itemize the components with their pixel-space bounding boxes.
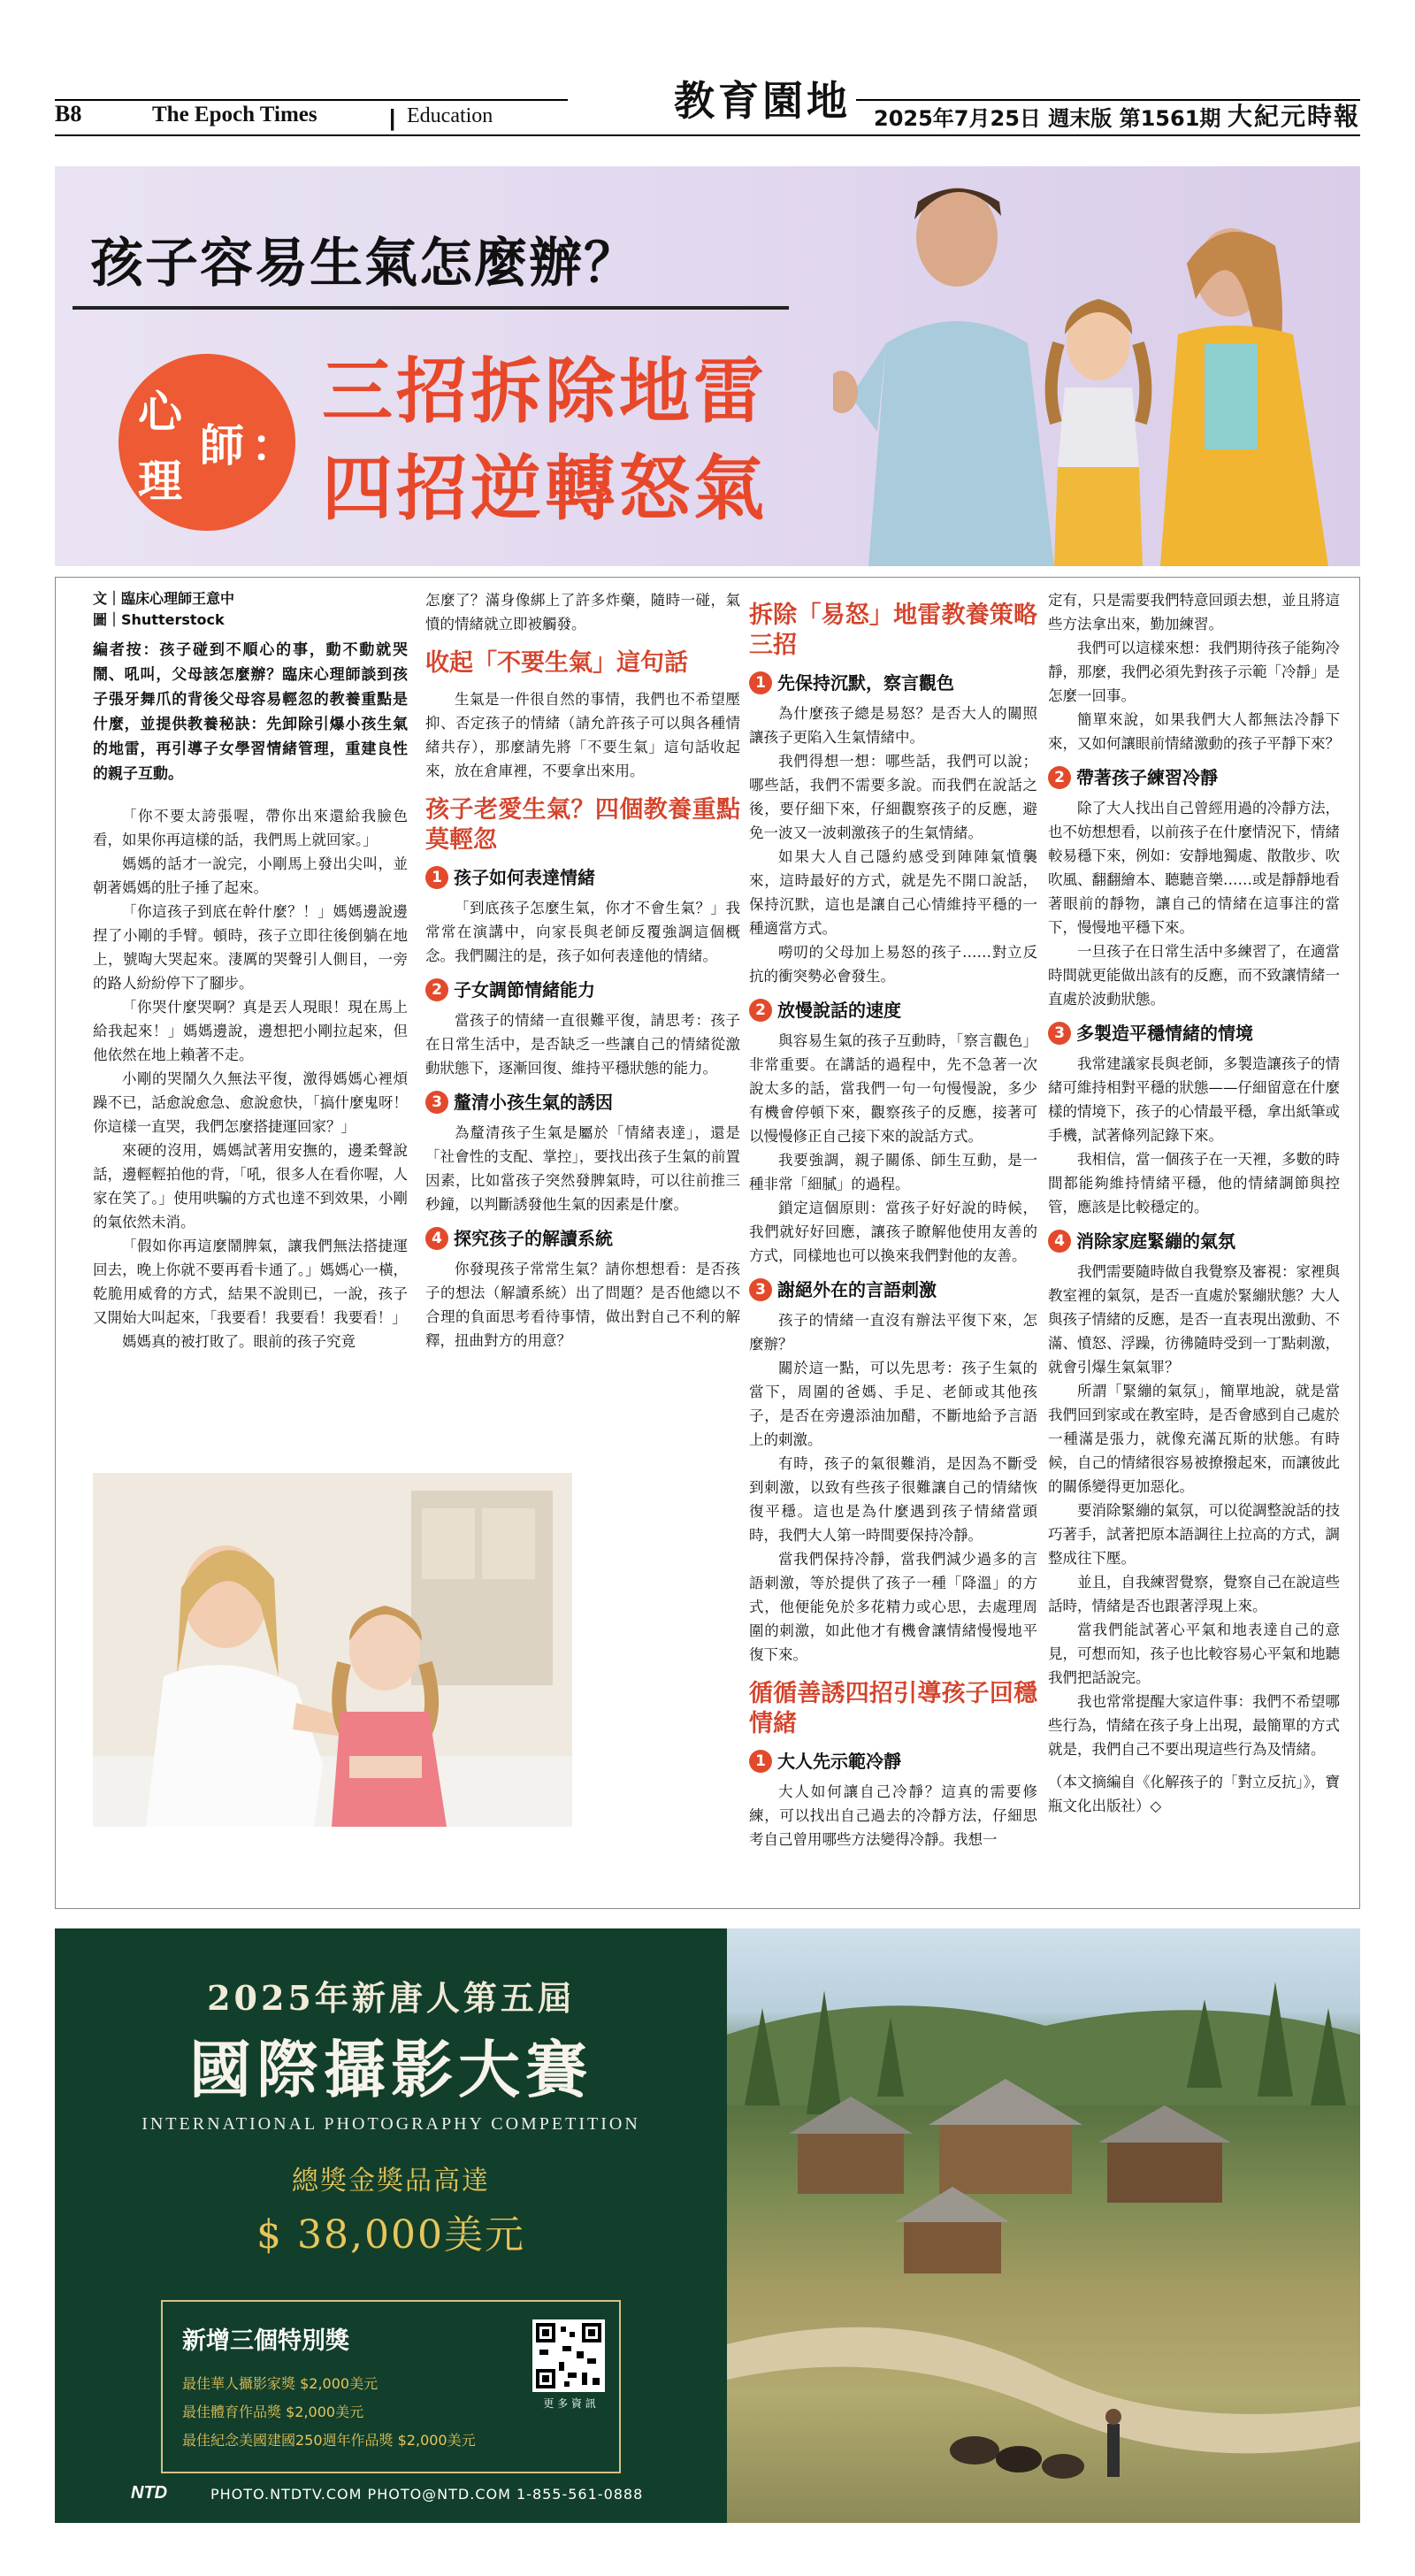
paragraph: 一旦孩子在日常生活中多練習了，在適當時間就更能做出該有的反應，而不致讓情緒一直處於波動狀態。 bbox=[1048, 943, 1340, 1008]
therapist-photo bbox=[93, 1473, 572, 1827]
subheading: 拆除「易怒」地雷教養策略三招 bbox=[749, 602, 1037, 659]
paragraph: 來硬的沒用，媽媽試著用安撫的，邊柔聲說話，邊輕輕拍他的背，「吼，很多人在看你喔，人家在笑了。」使用哄騙的方式也達不到效果，小剛的氣依然未消。 bbox=[93, 1142, 408, 1230]
article-column-1 bbox=[93, 588, 408, 1353]
number-badge: 3 bbox=[1048, 1022, 1071, 1045]
numbered-heading bbox=[749, 1748, 1037, 1775]
badge-char: 心 bbox=[138, 387, 182, 438]
badge-char: 師 bbox=[200, 420, 244, 472]
number-badge: 2 bbox=[1048, 766, 1071, 789]
number-badge: 3 bbox=[425, 1091, 448, 1114]
numbered-heading-text: 探究孩子的解讀系統 bbox=[454, 1228, 613, 1249]
article-column-2 bbox=[425, 588, 740, 1353]
number-badge: 1 bbox=[425, 866, 448, 889]
number-badge: 1 bbox=[749, 671, 772, 694]
paragraph: 要消除緊繃的氣氛，可以從調整說話的技巧著手，試著把原本語調往上拉高的方式，調整成往下壓。 bbox=[1048, 1502, 1340, 1567]
numbered-heading bbox=[425, 1089, 740, 1116]
paragraph: 怎麼了？滿身像綁上了許多炸藥，隨時一碰，氣憤的情緒就立即被觸發。 bbox=[425, 592, 740, 632]
numbered-heading-text: 謝絕外在的言語刺激 bbox=[777, 1279, 937, 1300]
page-number: B8 bbox=[55, 101, 82, 126]
paragraph: 當孩子的情緒一直很難平復，請思考：孩子在日常生活中，是否缺乏一些讓自己的情緒從激動狀態下，逐漸回復、維持平穩狀態的能力。 bbox=[425, 1012, 740, 1077]
paragraph: 媽媽真的被打敗了。眼前的孩子究竟 bbox=[122, 1333, 356, 1350]
paragraph: 所謂「緊繃的氣氛」，簡單地說，就是當我們回到家或在教室時，是否會感到自己處於一種滿是張力，就像充滿瓦斯的狀態。有時候，自己的情緒很容易被撩撥起來，而讓彼此的關係變得更加惡化。 bbox=[1048, 1383, 1340, 1495]
paragraph: 當我們保持冷靜，當我們減少過多的言語刺激，等於提供了孩子一種「降溫」的方式，他便能免於多花精力或心思，去處理周圍的刺激，如此他才有機會讓情緒慢慢地平復下來。 bbox=[749, 1551, 1037, 1663]
numbered-heading-text: 孩子如何表達情緒 bbox=[454, 867, 595, 888]
paragraph: 定有，只是需要我們特意回頭去想，並且將這些方法拿出來，勤加練習。 bbox=[1048, 592, 1340, 632]
qr-code-icon bbox=[532, 2319, 605, 2392]
numbered-heading bbox=[425, 1225, 740, 1252]
family-photo bbox=[833, 166, 1360, 566]
paragraph: 如果大人自己隱約感受到陣陣氣憤襲來，這時最好的方式，就是先不開口說話，保持沉默，這也是讓自己心情維持平穩的一種適當方式。 bbox=[749, 848, 1037, 937]
subheading: 孩子老愛生氣？四個教養重點莫輕忽 bbox=[425, 796, 740, 854]
ad-year: 2025年新唐人第五屆 bbox=[207, 1978, 575, 2018]
headline-line-1: 三招拆除地雷 bbox=[322, 350, 768, 433]
paragraph: 我們需要隨時做自我覺察及審視：家裡與教室裡的氣氛，是否一直處於緊繃狀態？大人與孩子情緒的反應，是否一直表現出激動、不滿、憤怒、浮躁，彷彿隨時受到一丁點刺激，就會引爆生氣氣罪？ bbox=[1048, 1263, 1340, 1376]
number-badge: 2 bbox=[749, 999, 772, 1022]
village-landscape-photo bbox=[727, 1928, 1360, 2523]
qr-code[interactable] bbox=[532, 2319, 605, 2392]
paragraph: 我相信，當一個孩子在一天裡，多數的時間都能夠維持情緒平穩，他的情緒調節與控管，應該是比較穩定的。 bbox=[1048, 1151, 1340, 1215]
paragraph: 「你這孩子到底在幹什麼？！」媽媽邊說邊捏了小剛的手臂。頓時，孩子立即往後倒躺在地上，號啕大哭起來。淒厲的哭聲引人側目，一旁的路人紛紛停下了腳步。 bbox=[93, 903, 408, 992]
paragraph: 有時，孩子的氣很難消，是因為不斷受到刺激，以致有些孩子很難讓自己的情緒恢復平穩。這也是為什麼遇到孩子情緒當頭時，我們大人第一時間要保持冷靜。 bbox=[749, 1455, 1037, 1544]
paragraph: 孩子的情緒一直沒有辦法平復下來，怎麼辦？ bbox=[749, 1312, 1037, 1353]
number-badge: 3 bbox=[749, 1278, 772, 1301]
photo-competition-ad[interactable] bbox=[55, 1928, 1360, 2523]
paragraph: 嘮叨的父母加上易怒的孩子……對立反抗的衝突勢必會發生。 bbox=[749, 944, 1037, 985]
paragraph: 媽媽的話才一說完，小剛馬上發出尖叫，並朝著媽媽的肚子捶了起來。 bbox=[93, 855, 408, 896]
psychologist-badge bbox=[119, 354, 295, 531]
ad-prize-amount: $ 38,000美元 bbox=[256, 2212, 525, 2258]
section-title: 教育園地 bbox=[674, 77, 851, 125]
paragraph: 為釐清孩子生氣是屬於「情緒表達」，還是「社會性的支配、掌控」，要找出孩子生氣的前置因素，比如當孩子突然發脾氣時，可以往前推三秒鐘，以判斷誘發他生氣的因素是什麼。 bbox=[425, 1124, 740, 1213]
paragraph: 我要強調，親子關係、師生互動，是一種非常「細膩」的過程。 bbox=[749, 1152, 1037, 1192]
paragraph: 鎖定這個原則：當孩子好好說的時候，我們就好好回應，讓孩子瞭解他使用友善的方式，同樣地也可以換來我們對他的友善。 bbox=[749, 1200, 1037, 1264]
headline-line-2: 四招逆轉怒氣 bbox=[322, 448, 768, 530]
paragraph: 小剛的哭鬧久久無法平復，激得媽媽心裡煩躁不已，話愈說愈急、愈說愈快，「搞什麼鬼呀！你這樣一直哭，我們怎麼搭捷運回家？」 bbox=[93, 1070, 408, 1135]
numbered-heading bbox=[1048, 1020, 1340, 1046]
numbered-heading-text: 消除家庭緊繃的氣氛 bbox=[1076, 1230, 1235, 1252]
award-item: 最佳華人攝影家獎 $2,000美元 bbox=[182, 2375, 379, 2392]
paragraph: 我們得想一想：哪些話，我們可以說；哪些話，我們不需要多說。而我們在說話之後，要仔細下來，仔細觀察孩子的反應，避免一波又一波刺激孩子的生氣情緒。 bbox=[749, 753, 1037, 841]
source-note: （本文摘編自《化解孩子的「對立反抗」》，寶瓶文化出版社）◇ bbox=[1048, 1774, 1340, 1814]
image-credit: 圖｜Shutterstock bbox=[93, 611, 225, 628]
special-awards-title: 新增三個特別獎 bbox=[182, 2327, 349, 2355]
paragraph: 我常建議家長與老師，多製造讓孩子的情緒可維持相對平穩的狀態——仔細留意在什麼樣的情境下，孩子的心情最平穩，拿出紙筆或手機，試著條列記錄下來。 bbox=[1048, 1055, 1340, 1144]
ad-title: 國際攝影大賽 bbox=[189, 2033, 593, 2106]
badge-char: 理 bbox=[138, 456, 182, 507]
numbered-heading bbox=[1048, 764, 1340, 791]
numbered-heading-text: 子女調節情緒能力 bbox=[454, 979, 595, 1000]
author-credit: 文｜臨床心理師王意中 bbox=[93, 590, 235, 607]
paragraph: 為什麼孩子總是易怒？是否大人的關照讓孩子更陷入生氣情緒中。 bbox=[749, 705, 1037, 746]
number-badge: 2 bbox=[425, 978, 448, 1001]
paragraph: 除了大人找出自己曾經用過的冷靜方法，也不妨想想看，以前孩子在什麼情況下，情緒較易穩下來，例如：安靜地獨處、散散步、吹吹風、翻翻繪本、聽聽音樂……或是靜靜地看著眼前的靜物，讓自己的情緒在這事注的當下，慢慢地平穩下來。 bbox=[1048, 800, 1340, 936]
article-column-3 bbox=[749, 588, 1037, 1852]
paragraph: 並且，自我練習覺察，覺察自己在說這些話時，情緒是否也跟著浮現上來。 bbox=[1048, 1574, 1340, 1614]
section-name: Education bbox=[407, 104, 493, 127]
award-item: 最佳紀念美國建國250週年作品獎 $2,000美元 bbox=[182, 2432, 476, 2449]
numbered-heading-text: 先保持沉默，察言觀色 bbox=[777, 672, 954, 694]
editor-note: 編者按：孩子碰到不順心的事，動不動就哭鬧、吼叫，父母該怎麼辦？臨床心理師談到孩子張牙舞爪的背後父母容易輕忽的教養重點是什麼，並提供教養秘訣：先卸除引爆小孩生氣的地雷，再引導子女學習情緒管理，重建良性的親子互動。 bbox=[93, 641, 408, 783]
award-item: 最佳體育作品獎 $2,000美元 bbox=[182, 2404, 364, 2420]
paragraph: 我們可以這樣來想：我們期待孩子能夠冷靜，那麼，我們必須先對孩子示範「冷靜」是怎麼一回事。 bbox=[1048, 640, 1340, 704]
paragraph: 「到底孩子怎麼生氣，你才不會生氣？」我常常在演講中，向家長與老師反覆強調這個概念。我們關注的是，孩子如何表達他的情緒。 bbox=[425, 900, 740, 964]
subheading: 收起「不要生氣」這句話 bbox=[425, 649, 688, 677]
qr-caption: 更 多 資 訊 bbox=[543, 2397, 596, 2410]
number-badge: 4 bbox=[1048, 1230, 1071, 1253]
number-badge: 4 bbox=[425, 1227, 448, 1250]
paragraph: 大人如何讓自己冷靜？這真的需要修練，可以找出自己過去的冷靜方法，仔細思考自己曾用哪些方法變得冷靜。我想一 bbox=[749, 1783, 1037, 1848]
numbered-heading bbox=[749, 1276, 1037, 1303]
numbered-heading bbox=[425, 977, 740, 1003]
issue-date: 2025年7月25日 週末版 第1561期 bbox=[874, 106, 1221, 131]
headline-question: 孩子容易生氣怎麼辦？ bbox=[90, 233, 639, 295]
header-separator: | bbox=[389, 104, 396, 131]
numbered-heading-text: 大人先示範冷靜 bbox=[777, 1751, 901, 1772]
page-header bbox=[55, 69, 1360, 136]
paragraph: 關於這一點，可以先思考：孩子生氣的當下，周圍的爸媽、手足、老師或其他孩子，是否在旁邊添油加醋，不斷地給予言語上的刺激。 bbox=[749, 1360, 1037, 1448]
article-column-4 bbox=[1048, 588, 1340, 1818]
numbered-heading-text: 放慢說話的速度 bbox=[777, 1000, 901, 1021]
therapist-illustration bbox=[93, 1473, 572, 1827]
publication-name: The Epoch Times bbox=[152, 103, 317, 126]
paragraph: 你發現孩子常常生氣？請你想想看：是否孩子的想法（解讀系統）出了問題？是否他總以不合理的負面思考看待事情，做出對自己不利的解釋，扭曲對方的用意？ bbox=[425, 1261, 740, 1349]
badge-char: ： bbox=[251, 420, 295, 472]
landscape-illustration bbox=[727, 1928, 1360, 2523]
ad-english-title: INTERNATIONAL PHOTOGRAPHY COMPETITION bbox=[142, 2114, 640, 2134]
paragraph: 我也常常提醒大家這件事：我們不希望哪些行為，情緒在孩子身上出現，最簡單的方式就是，我們自己不要出現這些行為及情緒。 bbox=[1048, 1693, 1340, 1758]
numbered-heading bbox=[749, 997, 1037, 1024]
numbered-heading-text: 多製造平穩情緒的情境 bbox=[1076, 1023, 1253, 1044]
ad-prize-intro: 總獎金獎品高達 bbox=[292, 2166, 490, 2196]
headline-underline bbox=[73, 306, 789, 310]
paragraph: 當我們能試著心平氣和地表達自己的意見，可想而知，孩子也比較容易心平氣和地聽我們把話說完。 bbox=[1048, 1622, 1340, 1686]
subheading: 循循善誘四招引導孩子回穩情緒 bbox=[749, 1680, 1037, 1737]
ntd-logo: NTD bbox=[131, 2483, 168, 2503]
number-badge: 1 bbox=[749, 1750, 772, 1773]
numbered-heading bbox=[1048, 1228, 1340, 1254]
paragraph: 與容易生氣的孩子互動時，「察言觀色」非常重要。在講話的過程中，先不急著一次說太多的話，當我們一句一句慢慢說，多少有機會停頓下來，觀察孩子的反應，接著可以慢慢修正自己接下來的說話方式。 bbox=[749, 1032, 1037, 1145]
header-rule-left bbox=[55, 99, 568, 101]
paragraph: 「你不要太誇張喔，帶你出來還給我臉色看，如果你再這樣的話，我們馬上就回家。」 bbox=[93, 808, 408, 848]
paragraph: 簡單來說，如果我們大人都無法冷靜下來，又如何讓眼前情緒激動的孩子平靜下來？ bbox=[1048, 711, 1340, 752]
article bbox=[55, 577, 1360, 1909]
header-rule bbox=[55, 134, 1360, 136]
numbered-heading-text: 釐清小孩生氣的誘因 bbox=[454, 1092, 613, 1113]
paragraph: 「假如你再這麼鬧脾氣，讓我們無法搭捷運回去，晚上你就不要再看卡通了。」媽媽心一橫，乾脆用威脅的方式，結果不說則已，一說，孩子又開始大叫起來，「我要看！我要看！我要看！」 bbox=[93, 1238, 408, 1326]
ad-contact: PHOTO.NTDTV.COM PHOTO@NTD.COM 1-855-561-0888 bbox=[210, 2486, 644, 2503]
newspaper-logo: 大紀元時報 bbox=[1227, 102, 1360, 131]
headline-banner bbox=[55, 166, 1360, 566]
special-awards-box bbox=[161, 2300, 621, 2473]
numbered-heading bbox=[749, 670, 1037, 696]
paragraph: 生氣是一件很自然的事情，我們也不希望壓抑、否定孩子的情緒（請允許孩子可以與各種情緒共存），那麼請先將「不要生氣」這句話收起來，放在倉庫裡，不要拿出來用。 bbox=[425, 691, 740, 779]
numbered-heading-text: 帶著孩子練習冷靜 bbox=[1076, 767, 1218, 788]
paragraph: 「你哭什麼哭啊？真是丟人現眼！現在馬上給我起來！」媽媽邊說，邊想把小剛拉起來，但他依然在地上賴著不走。 bbox=[93, 999, 408, 1063]
numbered-heading bbox=[425, 864, 740, 891]
